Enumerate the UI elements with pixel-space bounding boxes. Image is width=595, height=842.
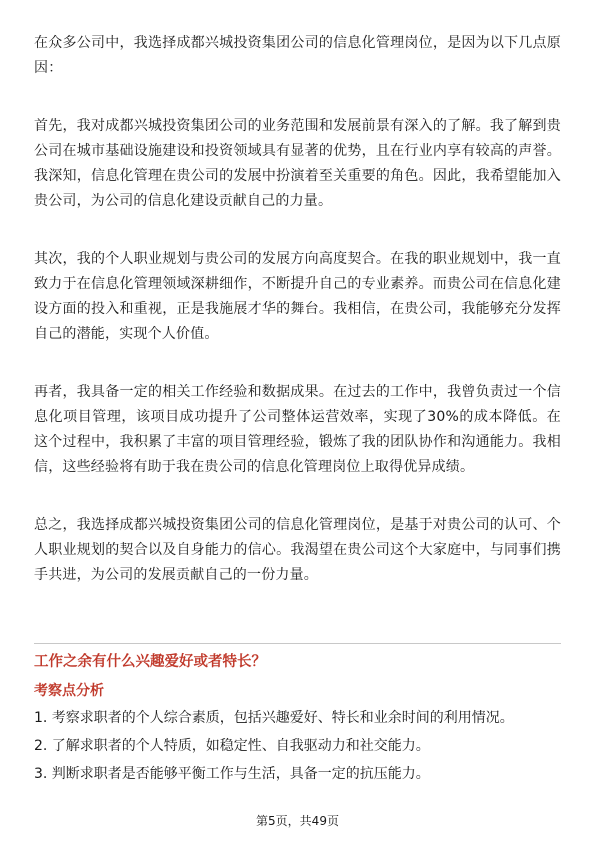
page-number-footer: 第5页，共49页 [256, 814, 339, 828]
answer-paragraph-second: 其次，我的个人职业规划与贵公司的发展方向高度契合。在我的职业规划中，我一直致力于在信息化管理领域深耕细作，不断提升自己的专业素养。而贵公司在信息化建设方面的投入和重视，正是我施展才华的舞台。我相信，在贵公司，我能够充分发挥自己的潜能，实现个人价值。 [34, 251, 561, 342]
analysis-points-list [34, 706, 561, 790]
analysis-point: 2. 了解求职者的个人特质，如稳定性、自我驱动力和社交能力。 [34, 738, 430, 754]
analysis-point: 1. 考察求职者的个人综合素质，包括兴趣爱好、特长和业余时间的利用情况。 [34, 710, 514, 726]
answer-paragraph-first: 首先，我对成都兴城投资集团公司的业务范围和发展前景有深入的了解。我了解到贵公司在城市基础设施建设和投资领域具有显著的优势，且在行业内享有较高的声誉。我深知，信息化管理在贵公司的发展中扮演着至关重要的角色。因此，我希望能加入贵公司，为公司的信息化建设贡献自己的力量。 [34, 118, 561, 209]
section-divider [34, 643, 561, 644]
analysis-heading: 考察点分析 [34, 683, 104, 699]
analysis-point: 3. 判断求职者是否能够平衡工作与生活，具备一定的抗压能力。 [34, 766, 430, 782]
answer-paragraph-intro: 在众多公司中，我选择成都兴城投资集团公司的信息化管理岗位，是因为以下几点原因： [34, 35, 561, 76]
answer-paragraph-third: 再者，我具备一定的相关工作经验和数据成果。在过去的工作中，我曾负责过一个信息化项目管理，该项目成功提升了公司整体运营效率，实现了30%的成本降低。在这个过程中，我积累了丰富的项目管理经验，锻炼了我的团队协作和沟通能力。我相信，这些经验将有助于我在贵公司的信息化管理岗位上取得优异成绩。 [34, 384, 561, 475]
question-title: 工作之余有什么兴趣爱好或者特长？ [34, 654, 266, 670]
answer-body [34, 31, 561, 588]
answer-paragraph-conclusion: 总之，我选择成都兴城投资集团公司的信息化管理岗位，是基于对贵公司的认可、个人职业规划的契合以及自身能力的信心。我渴望在贵公司这个大家庭中，与同事们携手共进，为公司的发展贡献自己的一份力量。 [34, 517, 561, 583]
